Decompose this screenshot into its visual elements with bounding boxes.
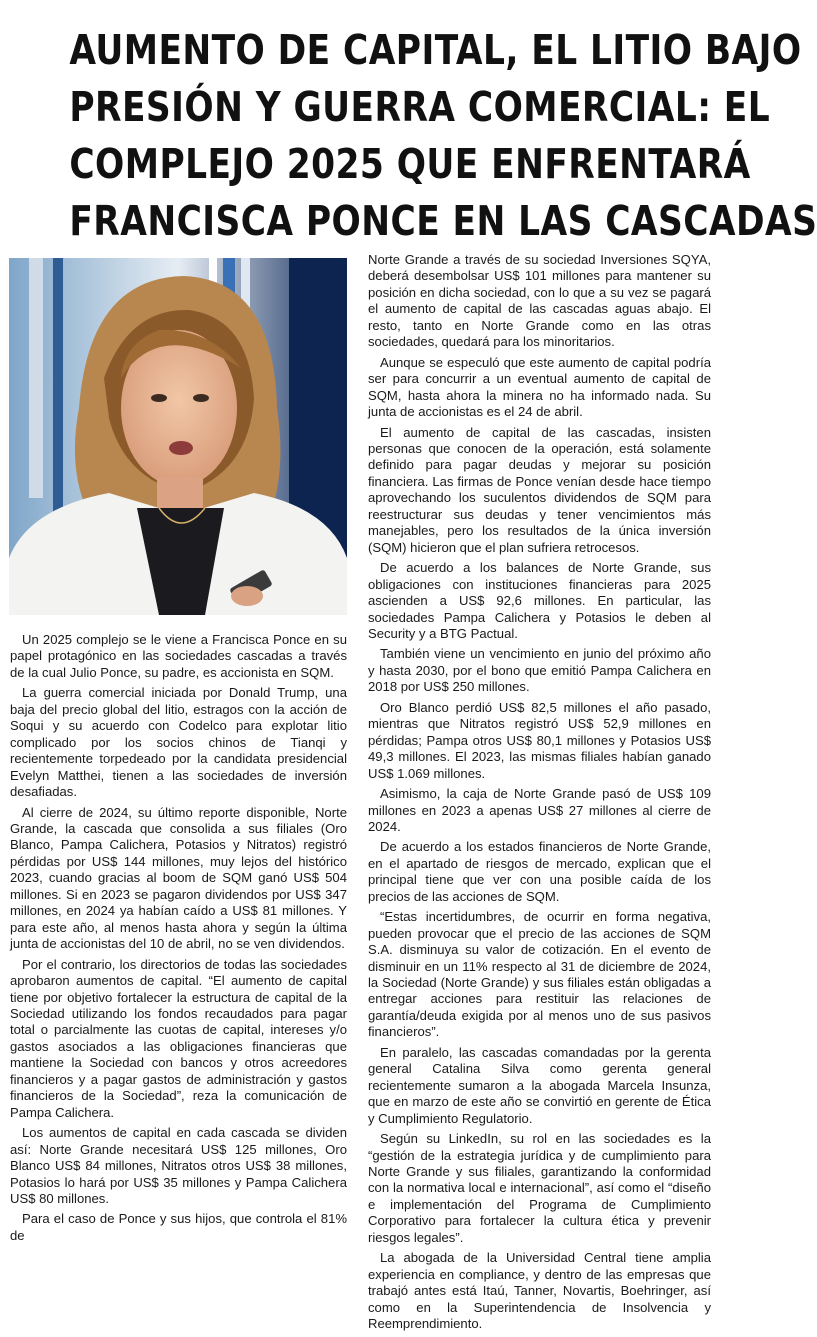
paragraph-continuation: Norte Grande a través de su sociedad Inversiones SQYA, deberá desembolsar US$ 101 millones para mantener su posición en dicha sociedad, con lo que a su vez se pagará el aumento de capital de las cascadas aguas abajo. El resto, tanto en Norte Grande como en las otras sociedades, quedará para los minoritarios. — [368, 252, 711, 350]
paragraph: Un 2025 complejo se le viene a Francisca Ponce en su papel protagónico en las sociedades cascadas a través de la cual Julio Ponce, su padre, es accionista en SQM. — [10, 632, 347, 680]
paragraph: “Estas incertidumbres, de ocurrir en forma negativa, pueden provocar que el precio de las acciones de SQM S.A. disminuya su valor de cotización. En el evento de disminuir en un 11% respecto al 31 de diciembre de 2024, la Sociedad (Norte Grande) y sus filiales están obligadas a entregar acciones para restituir las relaciones de garantía/deuda exigida por al menos uno de sus pasivos financieros”. — [368, 909, 711, 1040]
paragraph: Según su LinkedIn, su rol en las sociedades es la “gestión de la estrategia jurídica y de cumplimiento para Norte Grande y sus filiales, garantizando la conformidad con la normativa local e internacional”, así como el “diseño e implementación del Programa de Cumplimiento Corporativo para fortalecer la cultura ética y prevenir riesgos legales”. — [368, 1131, 711, 1245]
article-column-right — [368, 252, 711, 1337]
paragraph: Al cierre de 2024, su último reporte disponible, Norte Grande, la cascada que consolida a sus filiales (Oro Blanco, Pampa Calichera, Potasios y Nitratos) registró pérdidas por US$ 144 millones, muy lejos del histórico 2023, cuando gracias al boom de SQM ganó US$ 504 millones. Si en 2023 se pagaron dividendos por US$ 347 millones, en 2024 ya habían caído a US$ 81 millones. Y para este año, al menos hasta ahora y según la última junta de accionistas del 10 de abril, no se ven dividendos. — [10, 804, 347, 952]
paragraph: También viene un vencimiento en junio del próximo año y hasta 2030, por el bono que emitió Pampa Calichera en 2018 por US$ 250 millones. — [368, 646, 711, 695]
paragraph: La guerra comercial iniciada por Donald Trump, una baja del precio global del litio, estragos con la acción de Soqui y su acuerdo con Codelco para explotar litio complicado por los socios chinos de Tianqi y recientemente torpedeado por la candidata presidencial Evelyn Matthei, tienen a las sociedades de inversión desafiadas. — [10, 685, 347, 800]
headline — [69, 22, 817, 250]
paragraph: En paralelo, las cascadas comandadas por la gerenta general Catalina Silva como gerenta general recientemente sumaron a la abogada Marcela Insunza, que en marzo de este año se convirtió en gerente de Ética y Cumplimiento Regulatorio. — [368, 1044, 711, 1126]
headline-line: FRANCISCA PONCE EN LAS CASCADAS — [69, 197, 817, 245]
article-column-left — [10, 632, 347, 1248]
paragraph: Oro Blanco perdió US$ 82,5 millones el año pasado, mientras que Nitratos registró US$ 52,9 millones en pérdidas; Pampa otros US$ 80,1 millones y Potasios US$ 49,3 millones. El 2023, las mismas filiales habían ganado US$ 1.069 millones. — [368, 699, 711, 781]
headline-line: AUMENTO DE CAPITAL, EL LITIO BAJO — [69, 26, 802, 74]
paragraph: De acuerdo a los balances de Norte Grande, sus obligaciones con instituciones financieras para 2025 ascienden a US$ 92,6 millones. En particular, las sociedades Pampa Calichera y Potasios le deben al Security y a BTG Pactual. — [368, 560, 711, 641]
headline-line: PRESIÓN Y GUERRA COMERCIAL: EL — [69, 83, 771, 131]
paragraph: El aumento de capital de las cascadas, insisten personas que conocen de la operación, está solamente definido para pagar deudas y mejorar su posición financiera. Las firmas de Ponce venían desde hace tiempo aprovechando los suculentos dividendos de SQM para reestructurar sus deudas y tener vencimientos más manejables, pero los resultados de la única inversión (SQM) hicieron que el plan sufriera retrocesos. — [368, 424, 711, 555]
paragraph: Asimismo, la caja de Norte Grande pasó de US$ 109 millones en 2023 a apenas US$ 27 millones al cierre de 2024. — [368, 786, 711, 834]
portrait-illustration — [9, 258, 347, 615]
headline-line: COMPLEJO 2025 QUE ENFRENTARÁ — [69, 140, 751, 188]
paragraph: Los aumentos de capital en cada cascada se dividen así: Norte Grande necesitará US$ 125 millones, Oro Blanco US$ 84 millones, Nitratos otros US$ 38 millones, Potasios lo hará por US$ 35 millones y Pampa Calichera US$ 80 millones. — [10, 1125, 347, 1206]
article-photo — [9, 258, 347, 615]
paragraph: De acuerdo a los estados financieros de Norte Grande, en el apartado de riesgos de mercado, explican que el principal tiene que ver con una posible caída de los precios de las acciones de SQM. — [368, 839, 711, 904]
paragraph: La abogada de la Universidad Central tiene amplia experiencia en compliance, y dentro de las empresas que trabajó antes está Itaú, Tanner, Novartis, Boehringer, así como en la Superintendencia de Insolvencia y Reemprendimiento. — [368, 1250, 711, 1332]
paragraph: Aunque se especuló que este aumento de capital podría ser para concurrir a un eventual aumento de capital de SQM, hasta ahora la minera no ha informado nada. Su junta de accionistas es el 24 de abril. — [368, 354, 711, 420]
paragraph: Por el contrario, los directorios de todas las sociedades aprobaron aumentos de capital. “El aumento de capital tiene por objetivo fortalecer la estructura de capital de la Sociedad utilizando los fondos recaudados para pagar total o parcialmente las cuotas de capital, intereses y/o gastos asociados a las obligaciones financieras que mantiene la Sociedad con bancos y otros acreedores financieros y a pagar gastos de administración y gastos financieros de la Sociedad”, reza la comunicación de Pampa Calichera. — [10, 956, 347, 1120]
paragraph: Para el caso de Ponce y sus hijos, que controla el 81% de — [10, 1211, 347, 1243]
